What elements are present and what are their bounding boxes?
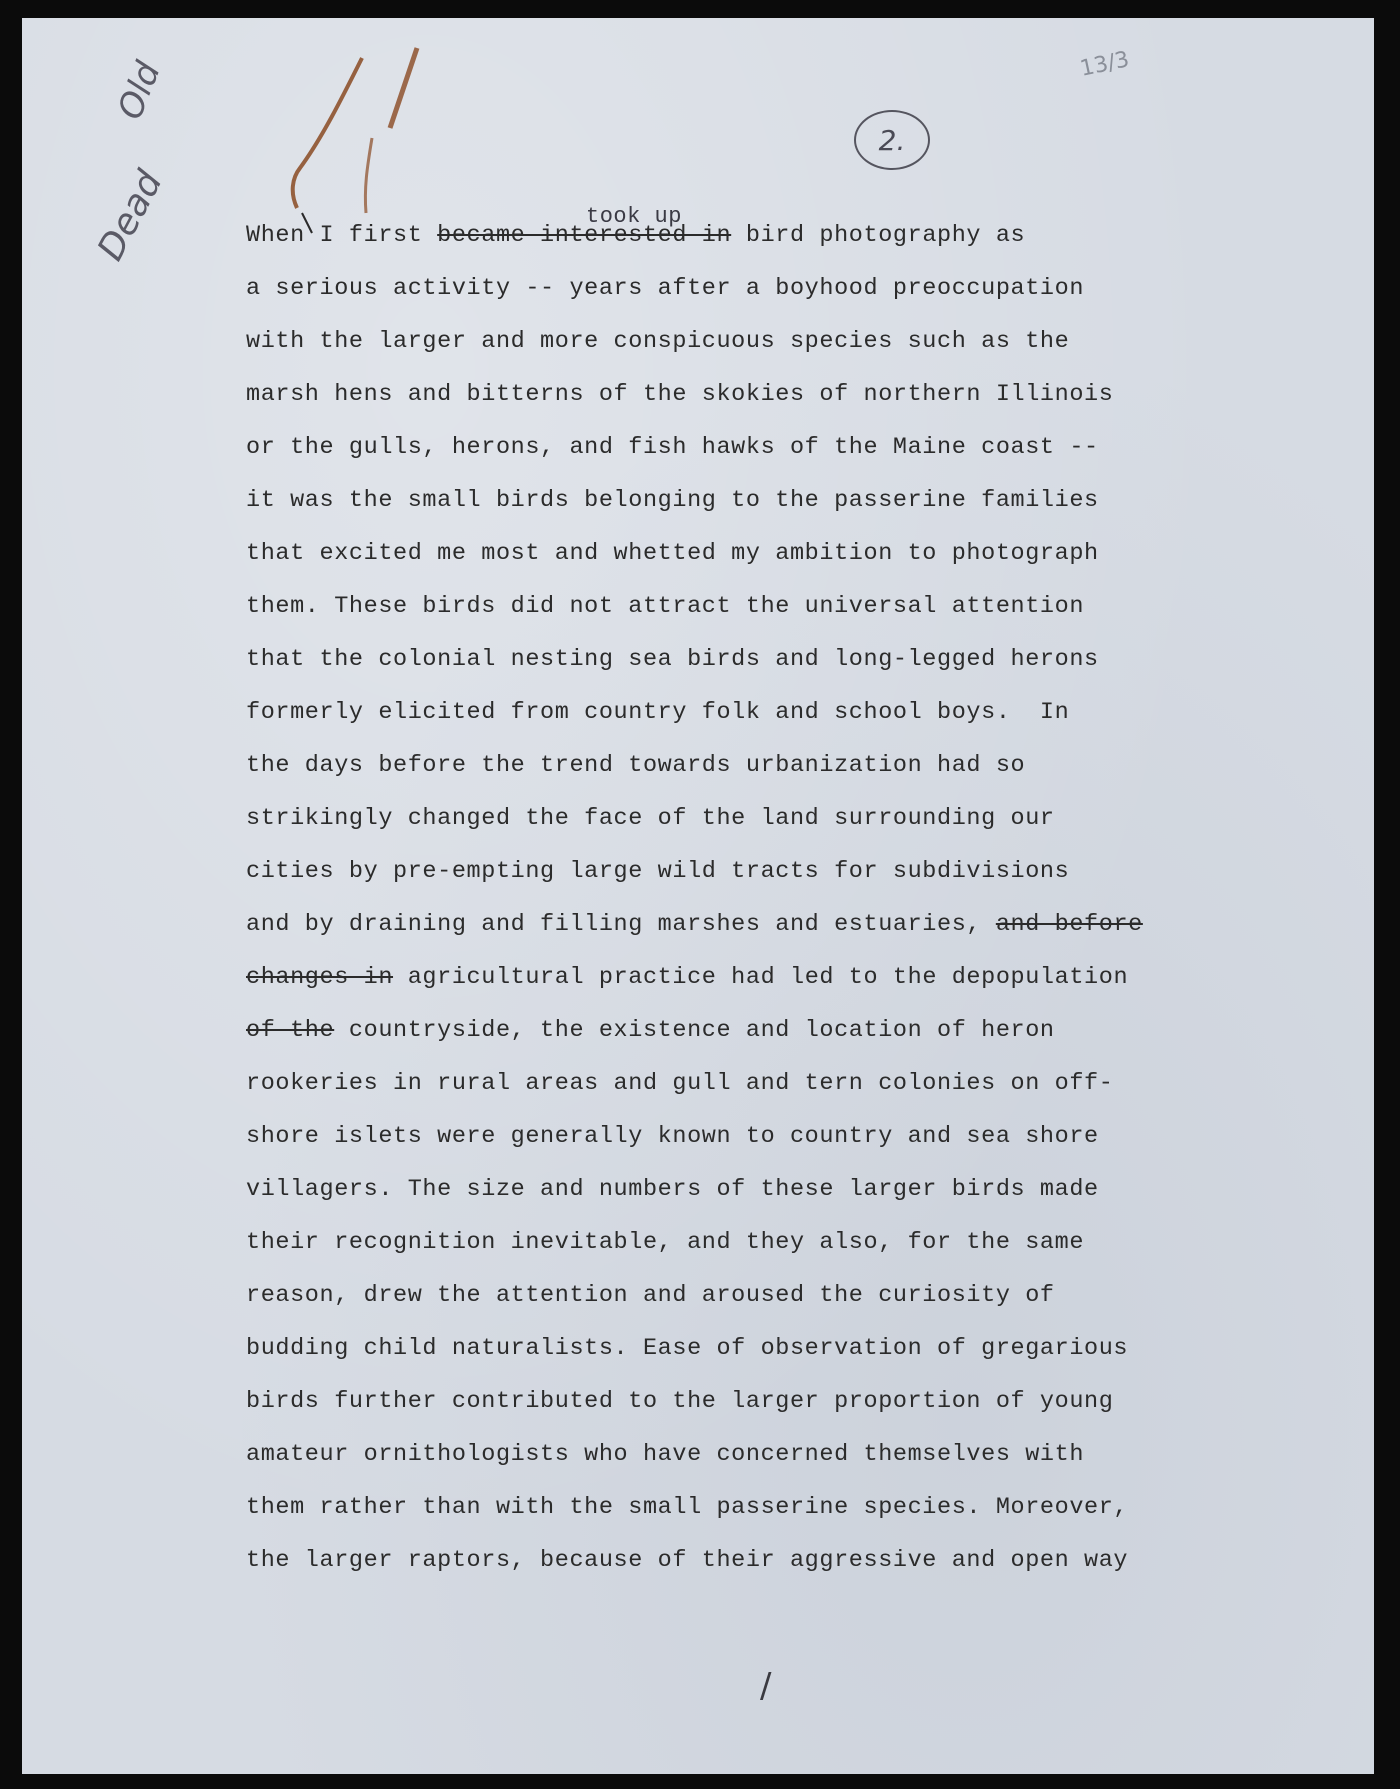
struck-text: changes in	[246, 964, 394, 991]
struck-text: became interested in	[437, 222, 732, 249]
corner-pencil-mark: 13/3	[1077, 47, 1132, 82]
handwritten-note-dead: Dead	[90, 164, 171, 268]
text-line: rookeries in rural areas and gull and tern colonies on off-	[246, 1070, 1114, 1097]
text-line: them. These birds did not attract the universal attention	[246, 593, 1085, 620]
text-line: that excited me most and whetted my ambition to photograph	[246, 540, 1099, 567]
struck-text: of the	[246, 1017, 335, 1044]
text-line: budding child naturalists. Ease of observation of gregarious	[246, 1335, 1129, 1362]
text-line: or the gulls, herons, and fish hawks of the Maine coast --	[246, 434, 1099, 461]
text-line: shore islets were generally known to country and sea shore	[246, 1123, 1099, 1150]
text-line: strikingly changed the face of the land surrounding our	[246, 805, 1055, 832]
text-line: villagers. The size and numbers of these larger birds made	[246, 1176, 1099, 1203]
text-line: of the countryside, the existence and location of heron	[246, 1017, 1055, 1044]
text-line: marsh hens and bitterns of the skokies of northern Illinois	[246, 381, 1114, 408]
text-line: them rather than with the small passerine species. Moreover,	[246, 1494, 1129, 1521]
bottom-pencil-mark: /	[760, 1666, 772, 1706]
text-line: and by draining and filling marshes and estuaries, and before	[246, 911, 1143, 938]
text-line: their recognition inevitable, and they also, for the same	[246, 1229, 1085, 1256]
text-line: formerly elicited from country folk and school boys. In	[246, 699, 1070, 726]
insertion-text: took up	[586, 204, 682, 229]
text-line: that the colonial nesting sea birds and long-legged herons	[246, 646, 1099, 673]
text-line: the days before the trend towards urbanization had so	[246, 752, 1026, 779]
text-line: When I first became interested in bird photography as	[246, 222, 1026, 249]
text-line: birds further contributed to the larger proportion of young	[246, 1388, 1114, 1415]
text-line: it was the small birds belonging to the passerine families	[246, 487, 1099, 514]
text-line: changes in agricultural practice had led to the depopulation	[246, 964, 1129, 991]
text-line: the larger raptors, because of their aggressive and open way	[246, 1547, 1129, 1574]
typed-body	[246, 209, 1246, 1587]
handwritten-note-old: Old	[110, 56, 169, 125]
document-page	[22, 18, 1374, 1774]
text-line: with the larger and more conspicuous species such as the	[246, 328, 1070, 355]
text-line: amateur ornithologists who have concerned themselves with	[246, 1441, 1085, 1468]
circled-page-number: 2.	[854, 110, 930, 170]
struck-text: and before	[995, 911, 1143, 938]
text-line: reason, drew the attention and aroused the curiosity of	[246, 1282, 1055, 1309]
text-line: cities by pre-empting large wild tracts for subdivisions	[246, 858, 1070, 885]
text-line: a serious activity -- years after a boyhood preoccupation	[246, 275, 1085, 302]
